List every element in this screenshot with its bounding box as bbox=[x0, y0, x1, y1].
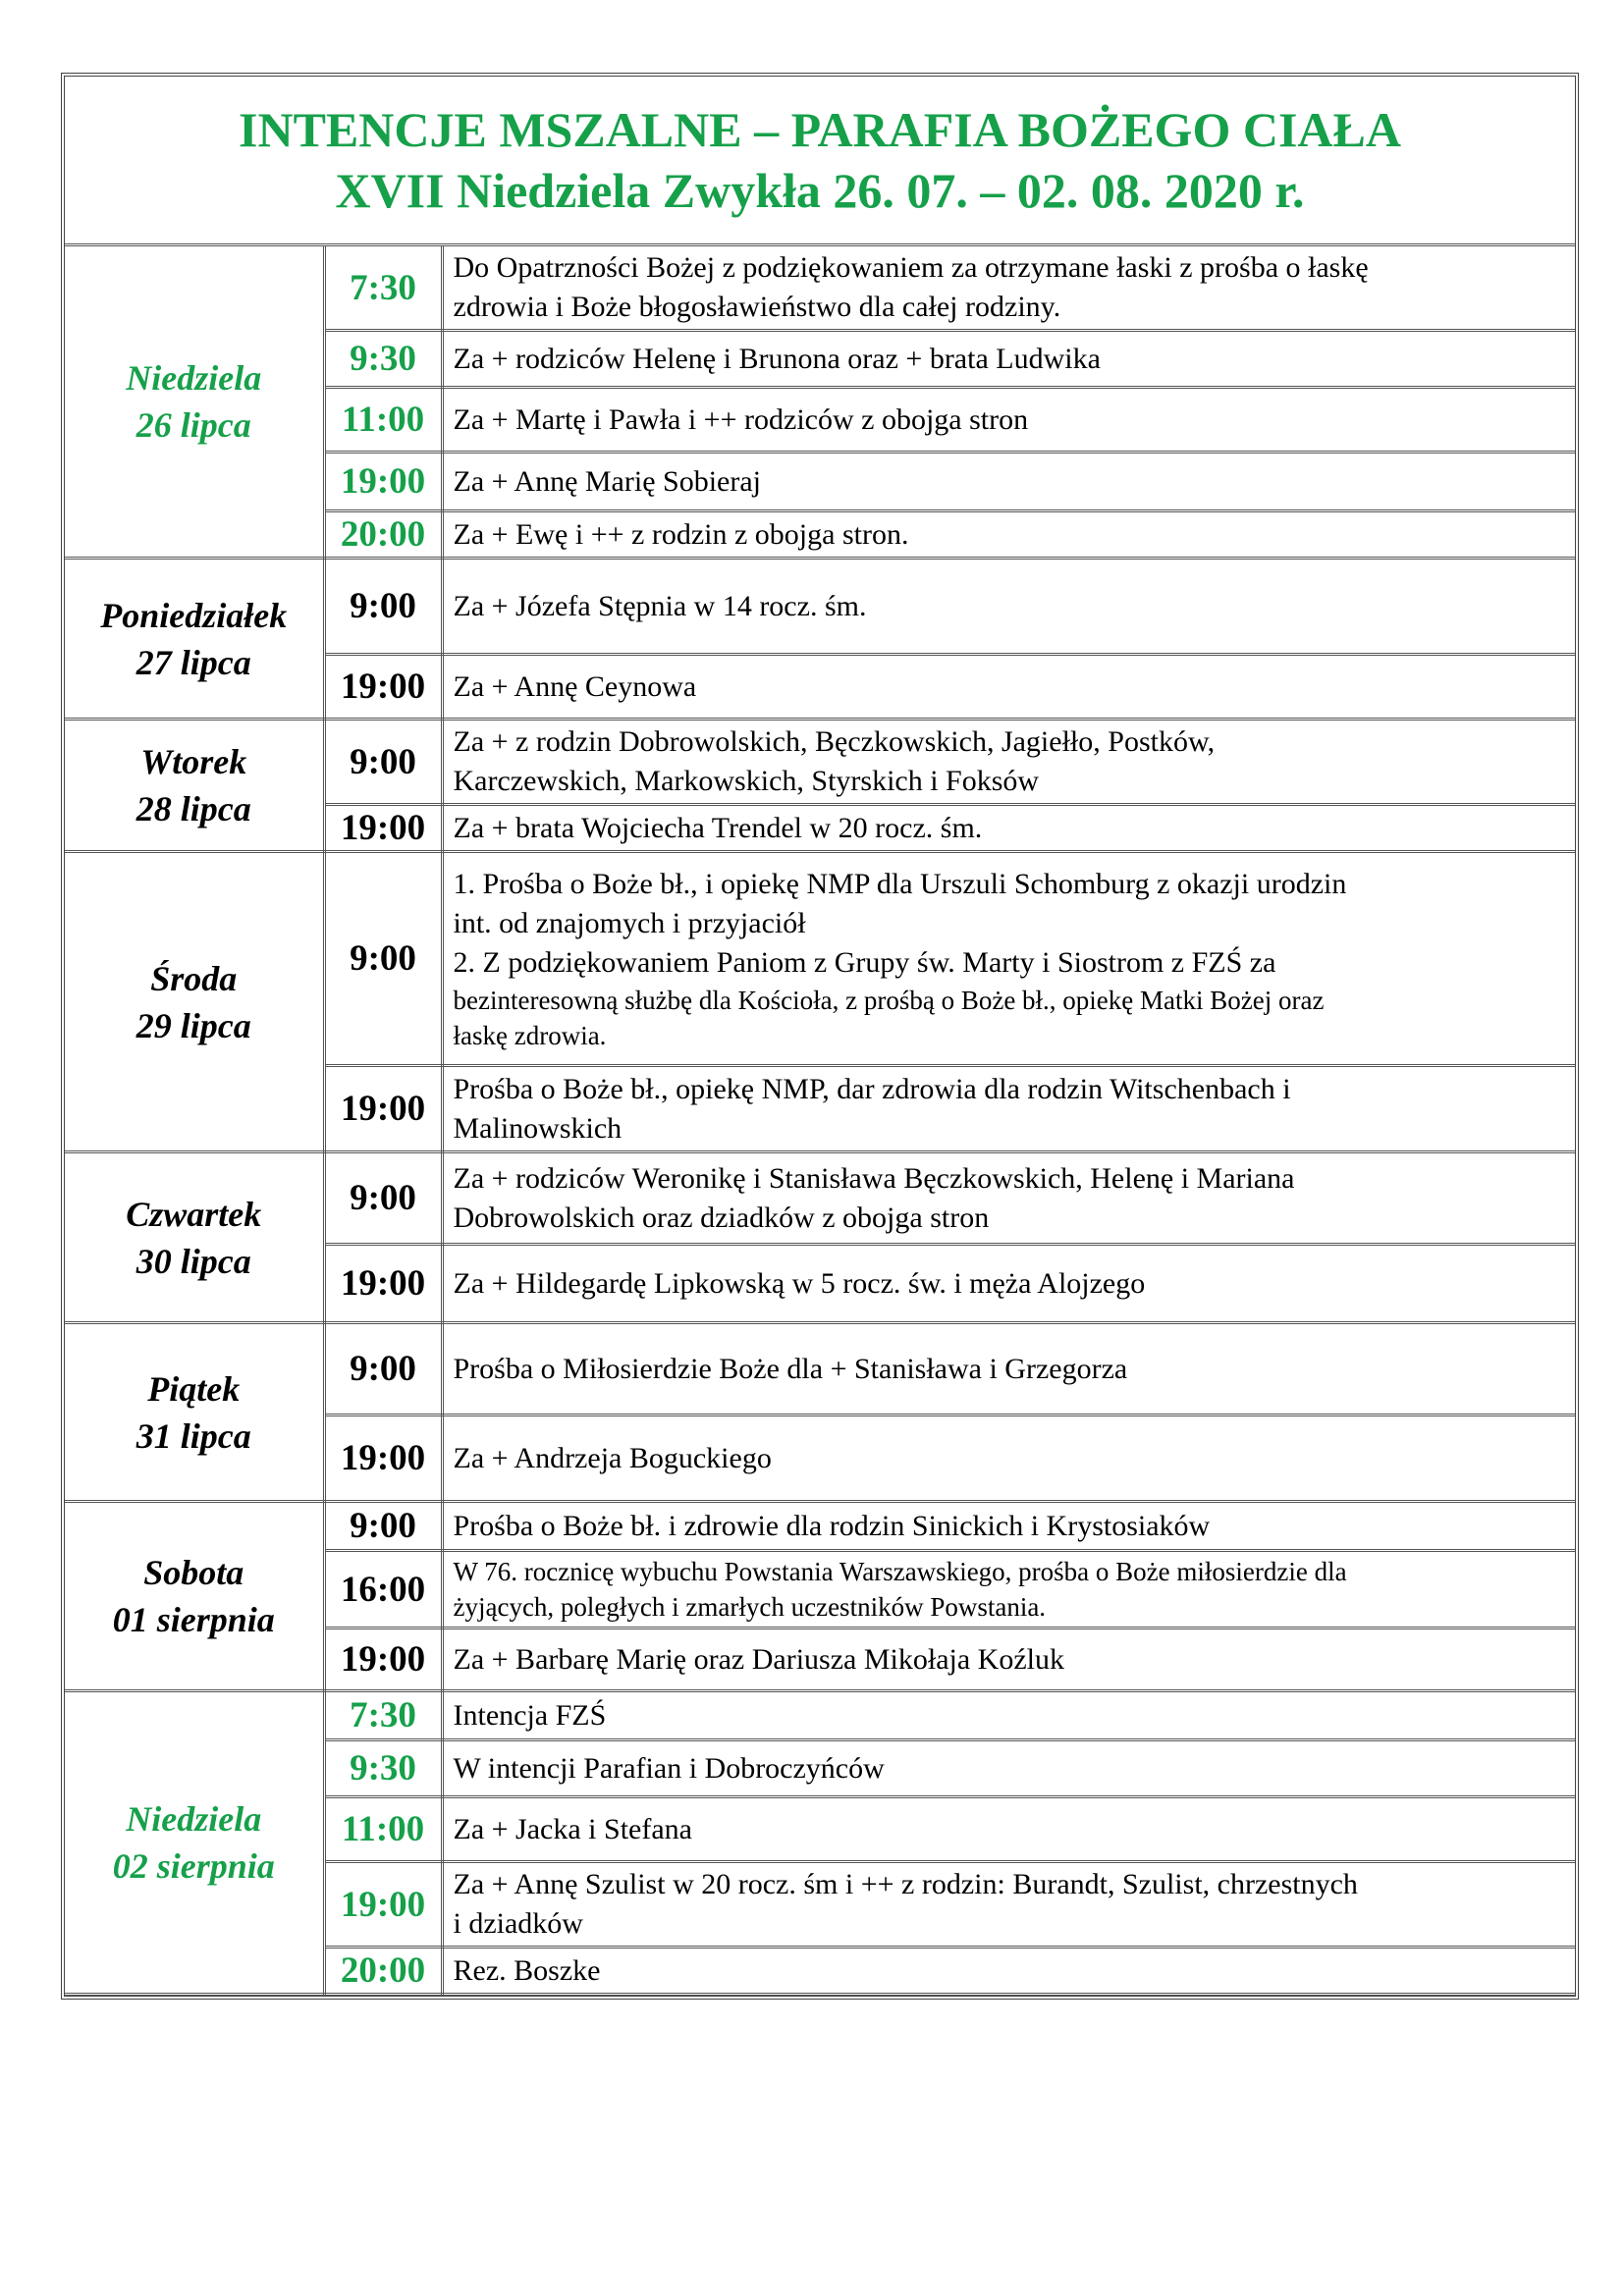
mass-intention bbox=[442, 559, 1575, 655]
mass-time: 9:30 bbox=[324, 331, 442, 388]
mass-intention bbox=[442, 1629, 1575, 1691]
mass-time: 7:30 bbox=[324, 246, 442, 331]
mass-intention bbox=[442, 1948, 1575, 1995]
intention-line: Dobrowolskich oraz dziadków z obojga stron bbox=[453, 1201, 990, 1234]
mass-time: 19:00 bbox=[324, 805, 442, 852]
intention-line: Za + Barbarę Marię oraz Dariusza Mikołaja Koźluk bbox=[453, 1642, 1064, 1676]
mass-intention bbox=[442, 720, 1575, 805]
mass-time: 19:00 bbox=[324, 1415, 442, 1502]
mass-schedule-table bbox=[65, 246, 1575, 1996]
day-date: 28 lipca bbox=[135, 789, 251, 828]
day-date: 26 lipca bbox=[135, 405, 251, 445]
intention-line: Prośba o Boże bł., opiekę NMP, dar zdrowia dla rodzin Witschenbach i bbox=[453, 1072, 1291, 1105]
mass-intention bbox=[442, 511, 1575, 559]
mass-time: 20:00 bbox=[324, 511, 442, 559]
intention-line: Za + z rodzin Dobrowolskich, Bęczkowskich, Jagiełło, Postków, bbox=[453, 725, 1216, 758]
mass-intention bbox=[442, 1797, 1575, 1862]
day-date: 29 lipca bbox=[135, 1005, 251, 1045]
mass-time: 11:00 bbox=[324, 1797, 442, 1862]
mass-row bbox=[65, 1323, 1575, 1415]
day-cell bbox=[65, 246, 324, 559]
intention-line: Za + Józefa Stępnia w 14 rocz. śm. bbox=[453, 589, 867, 622]
intention-line-small: W 76. rocznicę wybuchu Powstania Warszawskiego, prośba o Boże miłosierdzie dla bbox=[453, 1557, 1347, 1586]
intention-line-small: łaskę zdrowia. bbox=[453, 1020, 607, 1050]
day-name: Piątek bbox=[147, 1368, 241, 1409]
intention-line: Karczewskich, Markowskich, Styrskich i Foksów bbox=[453, 765, 1040, 797]
mass-intention bbox=[442, 852, 1575, 1066]
intention-line-small: bezinteresowną służbę dla Kościoła, z prośbą o Boże bł., opiekę Matki Bożej oraz bbox=[453, 985, 1325, 1015]
mass-time: 9:30 bbox=[324, 1740, 442, 1797]
day-date: 01 sierpnia bbox=[112, 1600, 275, 1639]
mass-row bbox=[65, 1691, 1575, 1740]
mass-intention bbox=[442, 805, 1575, 852]
day-name: Poniedziałek bbox=[100, 595, 288, 635]
intention-line: zdrowia i Boże błogosławieństwo dla całej rodziny. bbox=[453, 291, 1061, 323]
intention-line: Prośba o Boże bł. i zdrowie dla rodzin Sinickich i Krystosiaków bbox=[453, 1509, 1211, 1542]
day-name: Niedziela bbox=[126, 1799, 262, 1839]
mass-time: 9:00 bbox=[324, 852, 442, 1066]
day-name: Środa bbox=[150, 958, 238, 998]
day-date: 02 sierpnia bbox=[112, 1846, 275, 1886]
mass-intention bbox=[442, 246, 1575, 331]
mass-time: 19:00 bbox=[324, 655, 442, 720]
day-name: Czwartek bbox=[126, 1194, 262, 1234]
day-cell bbox=[65, 1502, 324, 1691]
mass-intention bbox=[442, 655, 1575, 720]
mass-time: 9:00 bbox=[324, 720, 442, 805]
day-cell bbox=[65, 852, 324, 1152]
mass-intention bbox=[442, 453, 1575, 511]
mass-time: 19:00 bbox=[324, 453, 442, 511]
page-header bbox=[65, 77, 1575, 246]
intention-line: Za + rodziców Weronikę i Stanisława Bęczkowskich, Helenę i Mariana bbox=[453, 1161, 1295, 1195]
mass-time: 9:00 bbox=[324, 1502, 442, 1551]
day-cell bbox=[65, 1152, 324, 1323]
intention-line: Malinowskich bbox=[453, 1111, 623, 1145]
mass-row bbox=[65, 1152, 1575, 1245]
intention-line: Intencja FZŚ bbox=[453, 1698, 607, 1732]
intention-line: Za + Ewę i ++ z rodzin z obojga stron. bbox=[453, 517, 909, 551]
mass-time: 7:30 bbox=[324, 1691, 442, 1740]
mass-time: 19:00 bbox=[324, 1245, 442, 1323]
day-name: Wtorek bbox=[140, 742, 247, 781]
day-cell bbox=[65, 720, 324, 852]
mass-intention bbox=[442, 1551, 1575, 1629]
day-cell bbox=[65, 1323, 324, 1502]
mass-time: 9:00 bbox=[324, 559, 442, 655]
day-date: 27 lipca bbox=[135, 642, 251, 682]
intention-line: Za + Annę Ceynowa bbox=[453, 669, 697, 703]
mass-row bbox=[65, 246, 1575, 331]
intention-line: 1. Prośba o Boże bł., i opiekę NMP dla Urszuli Schomburg z okazji urodzin bbox=[453, 867, 1347, 900]
day-name: Niedziela bbox=[126, 358, 262, 398]
page-subtitle: XVII Niedziela Zwykła 26. 07. – 02. 08. 2020 r. bbox=[335, 163, 1305, 218]
intention-line: Za + Martę i Pawła i ++ rodziców z obojga stron bbox=[453, 402, 1029, 436]
intention-line: Za + Andrzeja Boguckiego bbox=[453, 1441, 772, 1474]
mass-intention bbox=[442, 1502, 1575, 1551]
intention-line: Za + Jacka i Stefana bbox=[453, 1812, 692, 1845]
intention-line: Za + Annę Marię Sobieraj bbox=[453, 464, 761, 498]
day-date: 30 lipca bbox=[135, 1241, 251, 1281]
day-cell bbox=[65, 559, 324, 720]
day-name: Sobota bbox=[143, 1553, 244, 1592]
mass-intention bbox=[442, 1245, 1575, 1323]
day-date: 31 lipca bbox=[135, 1415, 251, 1456]
mass-intention bbox=[442, 1862, 1575, 1948]
mass-time: 19:00 bbox=[324, 1066, 442, 1152]
mass-time: 19:00 bbox=[324, 1629, 442, 1691]
intention-line: int. od znajomych i przyjaciół bbox=[453, 906, 806, 939]
mass-intention bbox=[442, 1415, 1575, 1502]
mass-time: 11:00 bbox=[324, 388, 442, 453]
mass-intention bbox=[442, 1691, 1575, 1740]
mass-time: 20:00 bbox=[324, 1948, 442, 1995]
mass-time: 16:00 bbox=[324, 1551, 442, 1629]
mass-row bbox=[65, 1502, 1575, 1551]
intention-line: i dziadków bbox=[453, 1907, 583, 1940]
mass-time: 19:00 bbox=[324, 1862, 442, 1948]
intention-line: Rez. Boszke bbox=[453, 1953, 601, 1987]
intention-line: Za + Hildegardę Lipkowską w 5 rocz. św. i męża Alojzego bbox=[453, 1266, 1146, 1300]
intention-line-small: żyjących, poległych i zmarłych uczestników Powstania. bbox=[453, 1592, 1047, 1622]
mass-intention bbox=[442, 388, 1575, 453]
mass-row bbox=[65, 559, 1575, 655]
mass-time: 9:00 bbox=[324, 1152, 442, 1245]
mass-intention bbox=[442, 1323, 1575, 1415]
intention-line: Za + rodziców Helenę i Brunona oraz + brata Ludwika bbox=[453, 342, 1101, 375]
mass-intention bbox=[442, 1152, 1575, 1245]
intention-line: 2. Z podziękowaniem Paniom z Grupy św. Marty i Siostrom z FZŚ za bbox=[453, 945, 1276, 979]
mass-intention bbox=[442, 1066, 1575, 1152]
mass-intention bbox=[442, 1740, 1575, 1797]
mass-time: 9:00 bbox=[324, 1323, 442, 1415]
day-cell bbox=[65, 1691, 324, 1995]
mass-intention bbox=[442, 331, 1575, 388]
intention-line: Do Opatrzności Bożej z podziękowaniem za otrzymane łaski z prośba o łaskę bbox=[453, 251, 1369, 284]
intention-line: Za + Annę Szulist w 20 rocz. śm i ++ z rodzin: Burandt, Szulist, chrzestnych bbox=[453, 1868, 1358, 1900]
page-title: INTENCJE MSZALNE – PARAFIA BOŻEGO CIAŁA bbox=[239, 102, 1401, 157]
mass-row bbox=[65, 720, 1575, 805]
intention-line: W intencji Parafian i Dobroczyńców bbox=[453, 1751, 885, 1785]
mass-row bbox=[65, 852, 1575, 1066]
intention-line: Prośba o Miłosierdzie Boże dla + Stanisława i Grzegorza bbox=[453, 1352, 1128, 1385]
intentions-frame bbox=[61, 73, 1579, 2000]
intention-line: Za + brata Wojciecha Trendel w 20 rocz. śm. bbox=[453, 811, 983, 844]
